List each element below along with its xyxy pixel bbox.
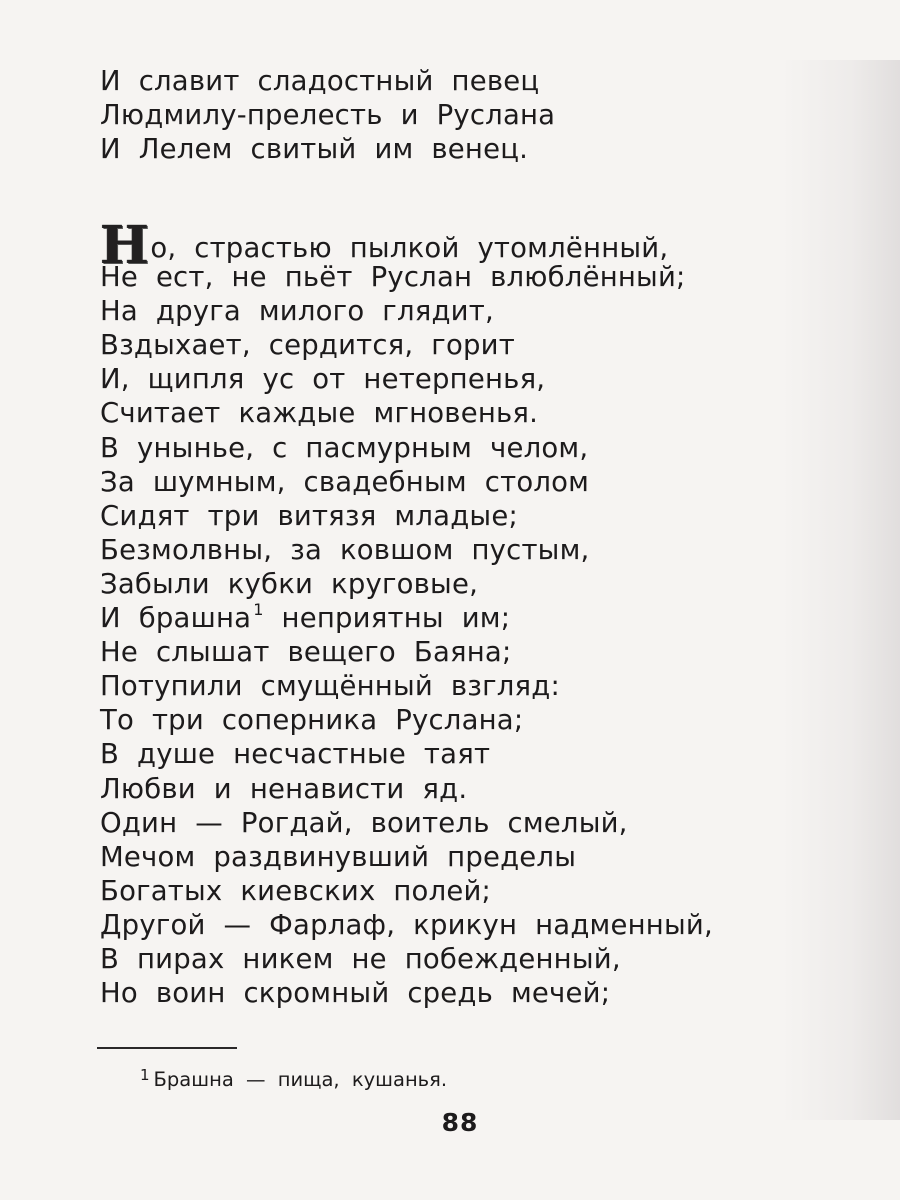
- footnote-reference: 1: [253, 600, 264, 620]
- verse-line: Но воин скромный средь мечей;: [100, 977, 611, 1010]
- verse-line: За шумным, свадебным столом: [100, 465, 590, 498]
- verse-line: И, щипля ус от нетерпенья,: [100, 363, 546, 396]
- verse-line: На друга милого глядит,: [100, 295, 494, 328]
- verse-line: То три соперника Руслана;: [100, 704, 524, 737]
- verse-line: Другой — Фарлаф, крикун надменный,: [100, 908, 713, 941]
- footnote-divider: [97, 1047, 237, 1049]
- verse-line: Безмолвны, за ковшом пустым,: [100, 533, 590, 566]
- verse-line: Мечом раздвинувший пределы: [100, 840, 577, 873]
- verse-line: Людмилу-прелесть и Руслана: [100, 99, 556, 132]
- footnote: [140, 1062, 447, 1093]
- footnote-text: Брашна — пища, кушанья.: [153, 1068, 448, 1091]
- verse-line: В пирах никем не побежденный,: [100, 942, 621, 975]
- verse-line-rest: о, страстью пылкой утомлённый,: [150, 232, 669, 264]
- page-number: 88: [441, 1108, 479, 1137]
- verse-line: Богатых киевских полей;: [100, 874, 492, 907]
- verse-line-with-drop-cap: [100, 215, 713, 276]
- verse-line: Сидят три витязя младые;: [100, 499, 518, 532]
- verse-line: Забыли кубки круговые,: [100, 567, 479, 600]
- verse-text: И брашна: [100, 602, 252, 635]
- drop-cap: Н: [100, 215, 150, 276]
- verse-line: Один — Рогдай, воитель смелый,: [100, 806, 628, 839]
- verse-line: Вздыхает, сердится, горит: [100, 329, 515, 362]
- verse-line: Не слышат вещего Баяна;: [100, 636, 512, 669]
- show-through-shadow: [780, 60, 900, 1120]
- stanza-1: [100, 64, 555, 166]
- verse-line: Считает каждые мгновенья.: [100, 397, 539, 430]
- verse-line: И славит сладостный певец: [100, 65, 540, 97]
- stanza-2: [100, 215, 713, 1010]
- verse-line: В унынье, с пасмурным челом,: [100, 431, 589, 464]
- verse-line: Любви и ненависти яд.: [100, 772, 468, 805]
- footnote-number: 1: [140, 1066, 150, 1084]
- verse-line: И Лелем свитый им венец.: [100, 133, 529, 166]
- verse-line: В душе несчастные таят: [100, 738, 491, 771]
- verse-line-with-footnote: [100, 601, 713, 635]
- verse-line: Не ест, не пьёт Руслан влюблённый;: [100, 261, 686, 294]
- verse-text: неприятны им;: [263, 602, 511, 635]
- verse-line: Потупили смущённый взгляд:: [100, 670, 560, 703]
